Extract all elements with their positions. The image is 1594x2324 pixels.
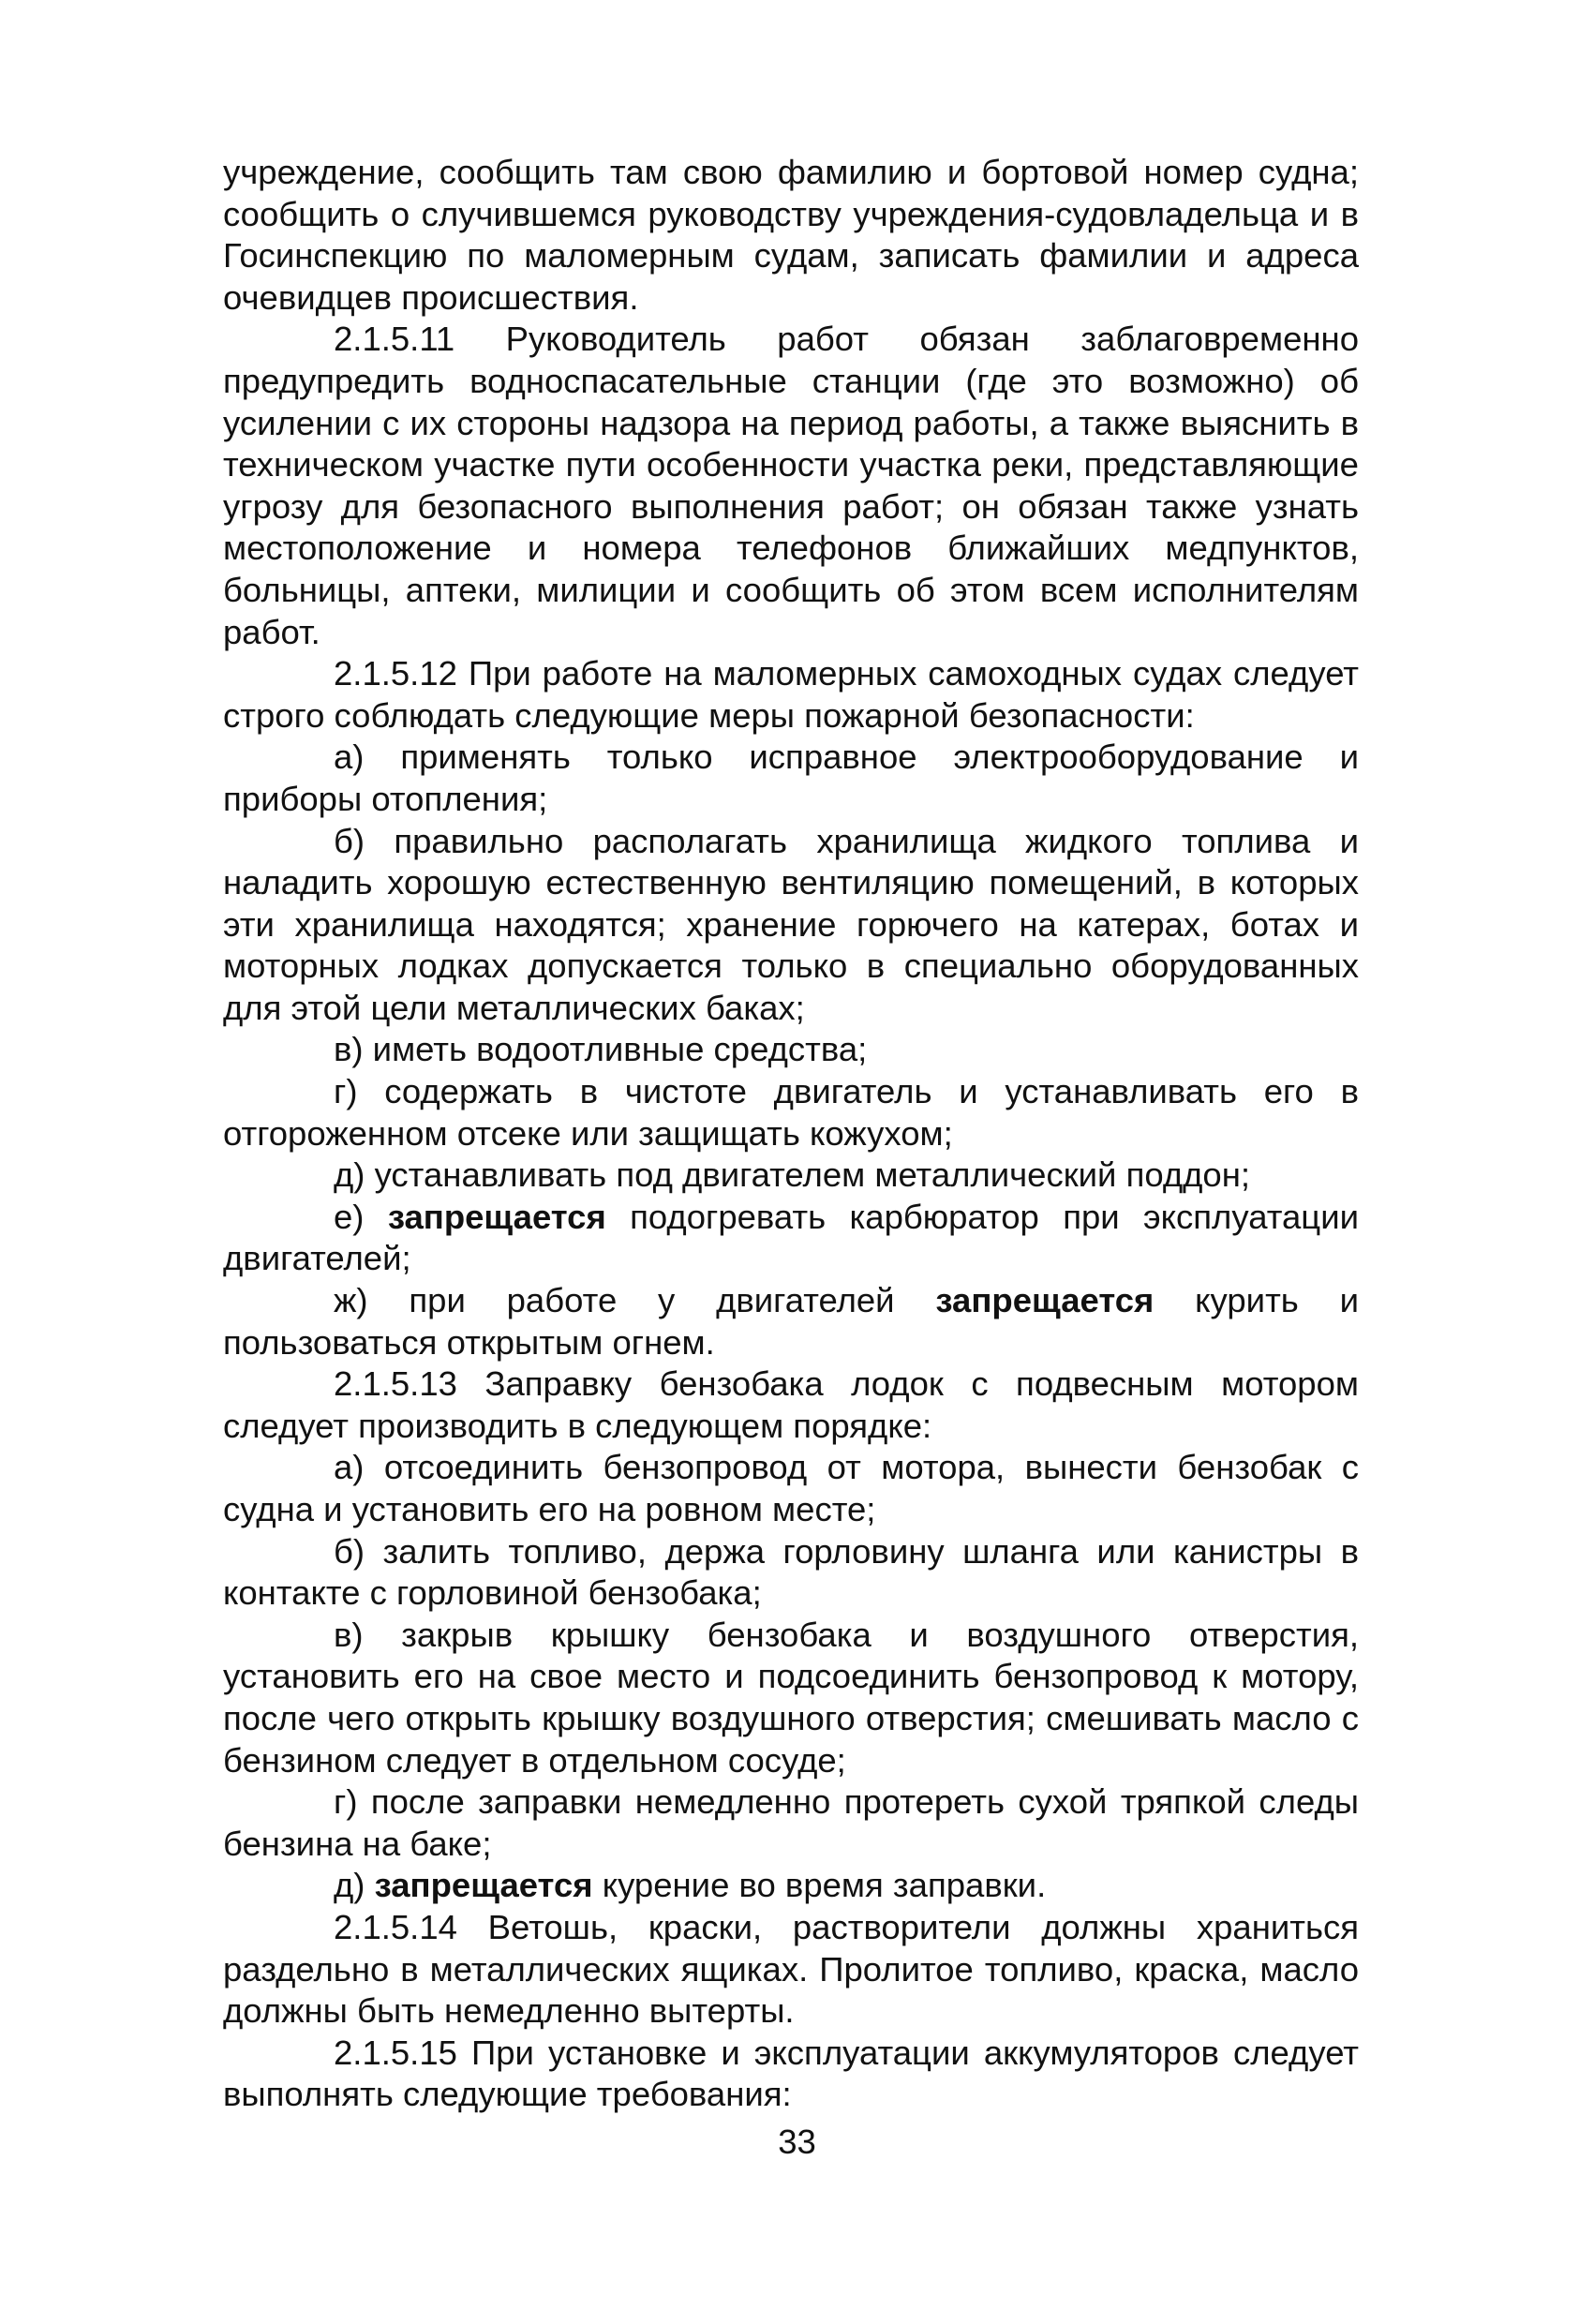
paragraph — [223, 1781, 1359, 1865]
paragraph-text: курение во время заправки. — [592, 1866, 1047, 1905]
paragraph-text: в) иметь водоотливные средства; — [334, 1030, 868, 1069]
paragraph — [223, 821, 1359, 1030]
paragraph-text: б) правильно располагать хранилища жидкого топлива и наладить хорошую естественную вентиляцию помещений, в которых эти хранилища находятся; хранение горючего на катерах, ботах и моторных лодках допускается только в специально оборудованных для этой цели металлических баках; — [223, 821, 1359, 1027]
paragraph-text: 2.1.5.15 При установке и эксплуатации аккумуляторов следует выполнять следующие требования: — [223, 2033, 1359, 2114]
paragraph-text: подогревать карбюратор при эксплуатации двигателей; — [223, 1197, 1359, 1278]
paragraph-text: е) — [334, 1197, 388, 1236]
paragraph-text: д) устанавливать под двигателем металлический поддон; — [334, 1155, 1251, 1195]
paragraph — [223, 1363, 1359, 1447]
paragraph-text: 2.1.5.11 Руководитель работ обязан заблаговременно предупредить водноспасательные станции (где это возможно) об усилении с их стороны надзора на период работы, а также выяснить в техническом участке пути особенности участка реки, представляющие угрозу для безопасного выполнения работ; он обязан также узнать местоположение и номера телефонов ближайших медпунктов, больницы, аптеки, милиции и сообщить об этом всем исполнителям работ. — [223, 320, 1359, 651]
page-body — [223, 152, 1359, 2116]
paragraph — [223, 653, 1359, 737]
paragraph — [223, 1531, 1359, 1615]
paragraph-text: ж) при работе у двигателей — [334, 1281, 936, 1320]
paragraph — [223, 737, 1359, 820]
paragraph-text: 2.1.5.13 Заправку бензобака лодок с подвесным мотором следует производить в следующем порядке: — [223, 1364, 1359, 1445]
paragraph-text: 2.1.5.14 Ветошь, краски, растворители должны храниться раздельно в металлических ящиках. Пролитое топливо, краска, масло должны быть немедленно вытерты. — [223, 1907, 1359, 2031]
paragraph-text: г) после заправки немедленно протереть сухой тряпкой следы бензина на баке; — [223, 1782, 1359, 1863]
paragraph-text: 2.1.5.12 При работе на маломерных самоходных судах следует строго соблюдать следующие меры пожарной безопасности: — [223, 654, 1359, 735]
paragraph — [223, 1197, 1359, 1280]
paragraph-text: курить и пользоваться открытым огнем. — [223, 1281, 1360, 1362]
paragraph — [223, 319, 1359, 653]
paragraph — [223, 1280, 1359, 1363]
emphasis-text: запрещается — [935, 1281, 1155, 1320]
paragraph — [223, 1029, 1359, 1071]
paragraph — [223, 1447, 1359, 1530]
paragraph — [223, 1615, 1359, 1781]
paragraph — [223, 152, 1359, 319]
paragraph — [223, 1071, 1359, 1155]
paragraph-text: г) содержать в чистоте двигатель и устанавливать его в отгороженном отсеке или защищать кожухом; — [223, 1072, 1359, 1153]
paragraph-text: учреждение, сообщить там свою фамилию и бортовой номер судна; сообщить о случившемся руководству учреждения-судовладельца и в Госинспекцию по маломерным судам, записать фамилии и адреса очевидцев происшествия. — [223, 153, 1359, 317]
emphasis-text: запрещается — [374, 1866, 593, 1905]
paragraph — [223, 2033, 1359, 2116]
emphasis-text: запрещается — [387, 1197, 606, 1236]
paragraph — [223, 1907, 1359, 2033]
paragraph-text: б) залить топливо, держа горловину шланга или канистры в контакте с горловиной бензобака; — [223, 1531, 1359, 1613]
paragraph-text: а) применять только исправное электрооборудование и приборы отопления; — [223, 737, 1359, 818]
page-number: 33 — [778, 2123, 816, 2161]
paragraph-text: в) закрыв крышку бензобака и воздушного отверстия, установить его на свое место и подсоединить бензопровод к мотору, после чего открыть крышку воздушного отверстия; смешивать масло с бензином следует в отдельном сосуде; — [223, 1615, 1359, 1780]
paragraph-text: а) отсоединить бензопровод от мотора, вынести бензобак с судна и установить его на ровном месте; — [223, 1448, 1359, 1528]
paragraph — [223, 1865, 1359, 1907]
paragraph-text: д) — [334, 1866, 375, 1905]
paragraph — [223, 1155, 1359, 1197]
